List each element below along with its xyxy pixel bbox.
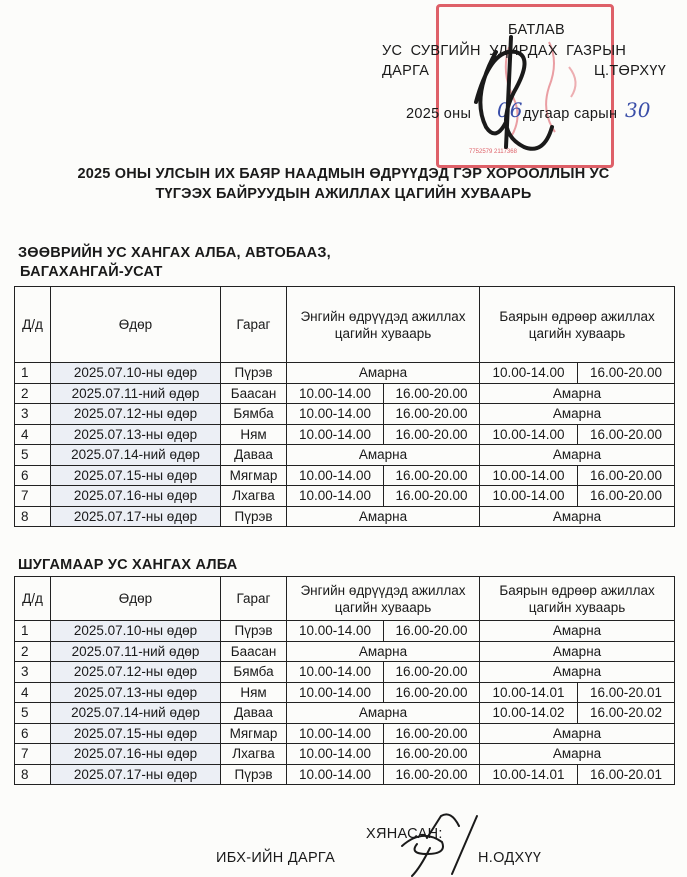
holiday-hours-cell: Амарна bbox=[480, 641, 675, 662]
row-weekday: Баасан bbox=[221, 383, 287, 404]
footer-signature bbox=[372, 808, 512, 877]
regular-hours-morning: 10.00-14.00 bbox=[287, 424, 384, 445]
regular-hours-morning: 10.00-14.00 bbox=[287, 723, 384, 744]
regular-hours-evening: 16.00-20.00 bbox=[384, 662, 480, 683]
row-number: 1 bbox=[15, 363, 51, 384]
holiday-hours-cell: Амарна bbox=[480, 662, 675, 683]
regular-hours-evening: 16.00-20.00 bbox=[384, 682, 480, 703]
row-weekday: Мягмар bbox=[221, 465, 287, 486]
holiday-hours-morning: 10.00-14.02 bbox=[480, 703, 578, 724]
regular-hours-morning: 10.00-14.00 bbox=[287, 465, 384, 486]
row-number: 5 bbox=[15, 445, 51, 466]
row-number: 3 bbox=[15, 662, 51, 683]
holiday-hours-evening: 16.00-20.02 bbox=[578, 703, 675, 724]
row-number: 3 bbox=[15, 404, 51, 425]
column-header-holiday-hours: Баярын өдрөөр ажиллах цагийн хуваарь bbox=[480, 577, 675, 621]
column-header-date: Өдөр bbox=[51, 287, 221, 363]
row-number: 1 bbox=[15, 621, 51, 642]
table-row bbox=[15, 764, 675, 785]
approval-date-prefix: 2025 оны bbox=[406, 106, 472, 122]
row-weekday: Лхагва bbox=[221, 486, 287, 507]
approval-organization: УС СУВГИЙН УДИРДАХ ГАЗРЫН bbox=[382, 43, 627, 59]
table-row bbox=[15, 404, 675, 425]
row-date: 2025.07.10-ны өдөр bbox=[51, 621, 221, 642]
row-weekday: Мягмар bbox=[221, 723, 287, 744]
row-date: 2025.07.15-ны өдөр bbox=[51, 465, 221, 486]
approval-name: Ц.ТӨРХҮҮ bbox=[594, 63, 667, 79]
row-date: 2025.07.15-ны өдөр bbox=[51, 723, 221, 744]
regular-hours-morning: 10.00-14.00 bbox=[287, 486, 384, 507]
table-row bbox=[15, 723, 675, 744]
regular-hours-morning: 10.00-14.00 bbox=[287, 621, 384, 642]
holiday-hours-cell: Амарна bbox=[480, 445, 675, 466]
holiday-hours-morning: 10.00-14.01 bbox=[480, 682, 578, 703]
table-row bbox=[15, 621, 675, 642]
row-number: 7 bbox=[15, 744, 51, 765]
holiday-hours-evening: 16.00-20.00 bbox=[578, 486, 675, 507]
row-number: 6 bbox=[15, 465, 51, 486]
row-date: 2025.07.16-ны өдөр bbox=[51, 486, 221, 507]
holiday-hours-morning: 10.00-14.00 bbox=[480, 363, 578, 384]
schedule-table-mobile-supply bbox=[14, 286, 675, 527]
regular-hours-cell: Амарна bbox=[287, 641, 480, 662]
row-weekday: Пүрэв bbox=[221, 506, 287, 527]
table-row bbox=[15, 506, 675, 527]
holiday-hours-cell: Амарна bbox=[480, 621, 675, 642]
column-header-date: Өдөр bbox=[51, 577, 221, 621]
column-header-weekday: Гараг bbox=[221, 287, 287, 363]
approval-signature bbox=[456, 32, 566, 152]
footer-name: Н.ОДХҮҮ bbox=[478, 850, 542, 866]
schedule-table-pipeline-supply bbox=[14, 576, 675, 785]
column-header-regular-hours: Энгийн өдрүүдэд ажиллах цагийн хуваарь bbox=[287, 287, 480, 363]
row-number: 4 bbox=[15, 424, 51, 445]
row-weekday: Пүрэв bbox=[221, 363, 287, 384]
regular-hours-cell: Амарна bbox=[287, 506, 480, 527]
section2-title: ШУГАМААР УС ХАНГАХ АЛБА bbox=[18, 557, 238, 573]
holiday-hours-evening: 16.00-20.00 bbox=[578, 363, 675, 384]
row-number: 5 bbox=[15, 703, 51, 724]
regular-hours-morning: 10.00-14.00 bbox=[287, 404, 384, 425]
row-weekday: Лхагва bbox=[221, 744, 287, 765]
table-row bbox=[15, 662, 675, 683]
table-row bbox=[15, 682, 675, 703]
table-row bbox=[15, 363, 675, 384]
row-number: 8 bbox=[15, 506, 51, 527]
regular-hours-cell: Амарна bbox=[287, 363, 480, 384]
table-row bbox=[15, 703, 675, 724]
regular-hours-evening: 16.00-20.00 bbox=[384, 383, 480, 404]
row-date: 2025.07.17-ны өдөр bbox=[51, 506, 221, 527]
holiday-hours-evening: 16.00-20.01 bbox=[578, 682, 675, 703]
row-number: 2 bbox=[15, 641, 51, 662]
row-date: 2025.07.13-ны өдөр bbox=[51, 682, 221, 703]
regular-hours-morning: 10.00-14.00 bbox=[287, 383, 384, 404]
table-row bbox=[15, 486, 675, 507]
holiday-hours-cell: Амарна bbox=[480, 506, 675, 527]
row-weekday: Бямба bbox=[221, 662, 287, 683]
regular-hours-cell: Амарна bbox=[287, 703, 480, 724]
column-header-weekday: Гараг bbox=[221, 577, 287, 621]
holiday-hours-evening: 16.00-20.00 bbox=[578, 465, 675, 486]
row-date: 2025.07.16-ны өдөр bbox=[51, 744, 221, 765]
regular-hours-evening: 16.00-20.00 bbox=[384, 486, 480, 507]
approval-month-handwritten: 06 bbox=[497, 98, 523, 122]
table-row bbox=[15, 445, 675, 466]
regular-hours-evening: 16.00-20.00 bbox=[384, 424, 480, 445]
row-number: 8 bbox=[15, 764, 51, 785]
holiday-hours-morning: 10.00-14.00 bbox=[480, 465, 578, 486]
row-date: 2025.07.17-ны өдөр bbox=[51, 764, 221, 785]
row-date: 2025.07.13-ны өдөр bbox=[51, 424, 221, 445]
row-date: 2025.07.12-ны өдөр bbox=[51, 404, 221, 425]
section1-title-line2: БАГАХАНГАЙ-УСАТ bbox=[20, 264, 163, 280]
approval-day-handwritten: 30 bbox=[625, 98, 651, 122]
holiday-hours-cell: Амарна bbox=[480, 383, 675, 404]
row-weekday: Даваа bbox=[221, 445, 287, 466]
row-number: 4 bbox=[15, 682, 51, 703]
approval-position: ДАРГА bbox=[382, 63, 430, 79]
row-weekday: Бямба bbox=[221, 404, 287, 425]
column-header-no: Д/д bbox=[15, 287, 51, 363]
row-weekday: Пүрэв bbox=[221, 621, 287, 642]
row-number: 2 bbox=[15, 383, 51, 404]
holiday-hours-morning: 10.00-14.00 bbox=[480, 486, 578, 507]
approval-word: БАТЛАВ bbox=[508, 22, 565, 38]
table-row bbox=[15, 744, 675, 765]
regular-hours-evening: 16.00-20.00 bbox=[384, 723, 480, 744]
footer-checked-label: ХЯНАСАН: bbox=[366, 826, 443, 842]
holiday-hours-morning: 10.00-14.00 bbox=[480, 424, 578, 445]
row-date: 2025.07.14-ний өдөр bbox=[51, 445, 221, 466]
table-row bbox=[15, 424, 675, 445]
regular-hours-cell: Амарна bbox=[287, 445, 480, 466]
row-date: 2025.07.14-ний өдөр bbox=[51, 703, 221, 724]
row-number: 6 bbox=[15, 723, 51, 744]
regular-hours-morning: 10.00-14.00 bbox=[287, 662, 384, 683]
regular-hours-evening: 16.00-20.00 bbox=[384, 764, 480, 785]
column-header-holiday-hours: Баярын өдрөөр ажиллах цагийн хуваарь bbox=[480, 287, 675, 363]
section1-title-line1: ЗӨӨВРИЙН УС ХАНГАХ АЛБА, АВТОБААЗ, bbox=[18, 245, 331, 261]
regular-hours-evening: 16.00-20.00 bbox=[384, 744, 480, 765]
row-date: 2025.07.11-ний өдөр bbox=[51, 641, 221, 662]
table-row bbox=[15, 641, 675, 662]
row-date: 2025.07.12-ны өдөр bbox=[51, 662, 221, 683]
column-header-no: Д/д bbox=[15, 577, 51, 621]
table-row bbox=[15, 383, 675, 404]
row-weekday: Ням bbox=[221, 682, 287, 703]
holiday-hours-cell: Амарна bbox=[480, 723, 675, 744]
regular-hours-morning: 10.00-14.00 bbox=[287, 764, 384, 785]
row-weekday: Пүрэв bbox=[221, 764, 287, 785]
regular-hours-morning: 10.00-14.00 bbox=[287, 682, 384, 703]
regular-hours-morning: 10.00-14.00 bbox=[287, 744, 384, 765]
column-header-regular-hours: Энгийн өдрүүдэд ажиллах цагийн хуваарь bbox=[287, 577, 480, 621]
regular-hours-evening: 16.00-20.00 bbox=[384, 465, 480, 486]
regular-hours-evening: 16.00-20.00 bbox=[384, 404, 480, 425]
row-weekday: Баасан bbox=[221, 641, 287, 662]
table-row bbox=[15, 465, 675, 486]
holiday-hours-cell: Амарна bbox=[480, 404, 675, 425]
document-title-line2: ТҮГЭЭХ БАЙРУУДЫН АЖИЛЛАХ ЦАГИЙН ХУВААРЬ bbox=[155, 186, 532, 202]
holiday-hours-evening: 16.00-20.01 bbox=[578, 764, 675, 785]
row-date: 2025.07.10-ны өдөр bbox=[51, 363, 221, 384]
footer-position: ИБХ-ИЙН ДАРГА bbox=[216, 850, 336, 866]
row-weekday: Ням bbox=[221, 424, 287, 445]
regular-hours-evening: 16.00-20.00 bbox=[384, 621, 480, 642]
approval-date-middle: дугаар сарын bbox=[523, 106, 618, 122]
row-date: 2025.07.11-ний өдөр bbox=[51, 383, 221, 404]
row-number: 7 bbox=[15, 486, 51, 507]
row-weekday: Даваа bbox=[221, 703, 287, 724]
holiday-hours-cell: Амарна bbox=[480, 744, 675, 765]
holiday-hours-evening: 16.00-20.00 bbox=[578, 424, 675, 445]
holiday-hours-morning: 10.00-14.01 bbox=[480, 764, 578, 785]
document-title-line1: 2025 ОНЫ УЛСЫН ИХ БАЯР НААДМЫН ӨДРҮҮДЭД ГЭР ХОРООЛЛЫН УС bbox=[77, 166, 610, 182]
stamp-number: 7752579 2117368 bbox=[469, 149, 517, 155]
